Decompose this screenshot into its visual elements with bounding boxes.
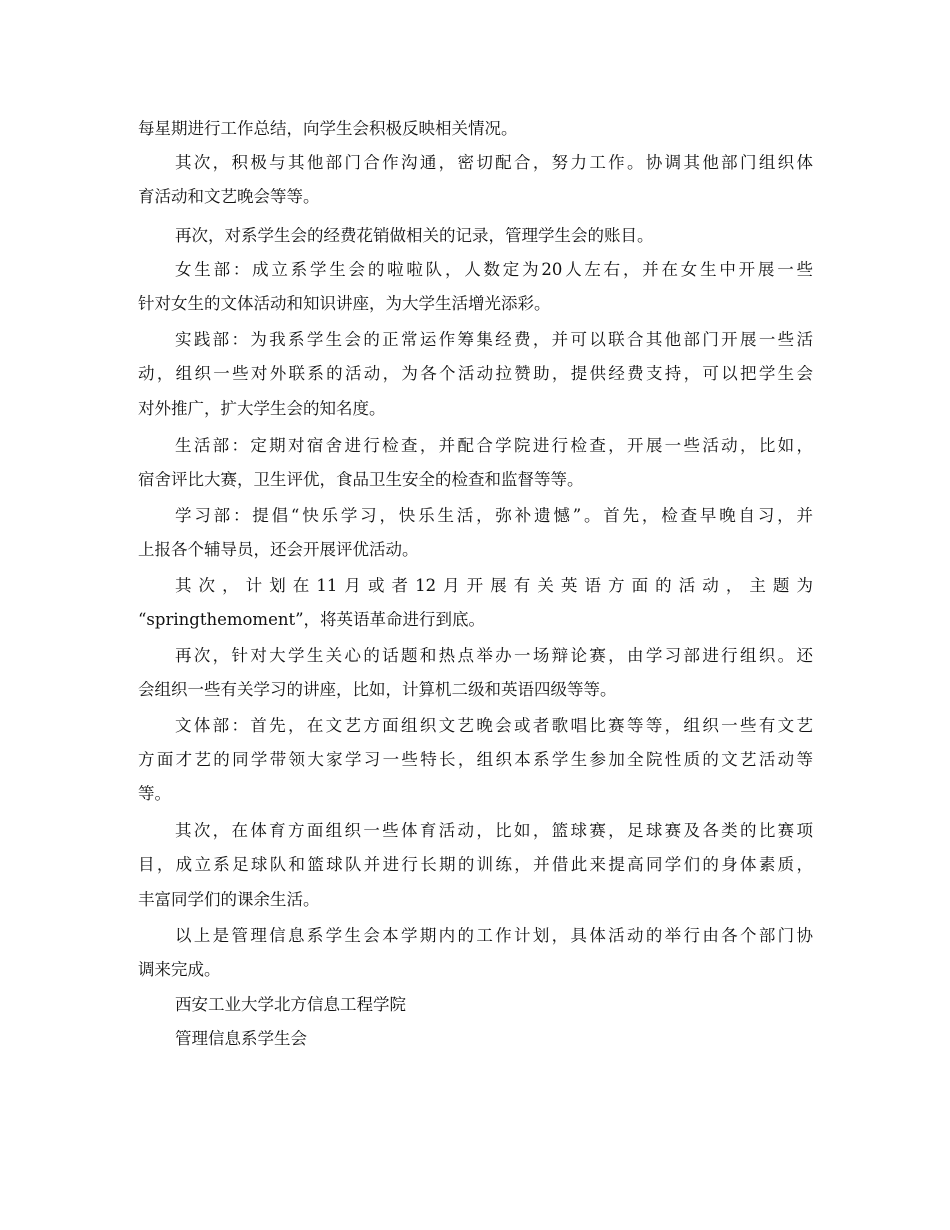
text-line: 文体部：首先，在文艺方面组织文艺晚会或者歌唱比赛等等，组织一些有文艺 (175, 716, 813, 735)
signature-department: 管理信息系学生会 (175, 1029, 307, 1048)
text-line: 女生部：成立系学生会的啦啦队，人数定为20人左右，并在女生中开展一些 (175, 260, 813, 279)
text-line: 其次，在体育方面组织一些体育活动，比如，篮球赛，足球赛及各类的比赛项 (175, 821, 813, 840)
text-line: 每星期进行工作总结，向学生会积极反映相关情况。 (138, 119, 518, 138)
text-line: 上报各个辅导员，还会开展评优活动。 (138, 540, 419, 559)
text-line: 以上是管理信息系学生会本学期内的工作计划，具体活动的举行由各个部门协 (175, 926, 813, 945)
text-line: 宿舍评比大赛，卫生评优，食品卫生安全的检查和监督等等。 (138, 470, 584, 489)
text-line: 再次，针对大学生关心的话题和热点举办一场辩论赛，由学习部进行组织。还 (175, 646, 813, 665)
text-line: 对外推广，扩大学生会的知名度。 (138, 399, 386, 418)
text-line: 其次，计划在11月或者12月开展有关英语方面的活动，主题为 (175, 576, 813, 595)
text-line: 方面才艺的同学带领大家学习一些特长，组织本系学生参加全院性质的文艺活动等 (138, 750, 813, 769)
text-line: 动，组织一些对外联系的活动，为各个活动拉赞助，提供经费支持，可以把学生会 (138, 364, 813, 383)
text-line: 会组织一些有关学习的讲座，比如，计算机二级和英语四级等等。 (138, 680, 617, 699)
text-line: 再次，对系学生会的经费花销做相关的记录，管理学生会的账目。 (175, 226, 654, 245)
text-line: 目，成立系足球队和篮球队并进行长期的训练，并借此来提高同学们的身体素质， (138, 855, 813, 874)
text-line: 其次，积极与其他部门合作沟通，密切配合，努力工作。协调其他部门组织体 (175, 153, 813, 172)
text-line: “springthemoment”，将英语革命进行到底。 (138, 610, 486, 629)
text-line: 生活部：定期对宿舍进行检查，并配合学院进行检查，开展一些活动，比如， (175, 436, 813, 455)
signature-institution: 西安工业大学北方信息工程学院 (175, 995, 406, 1014)
text-line: 调来完成。 (138, 960, 221, 979)
text-line: 实践部：为我系学生会的正常运作筹集经费，并可以联合其他部门开展一些活 (175, 330, 813, 349)
text-line: 等。 (138, 784, 171, 803)
text-line: 育活动和文艺晚会等等。 (138, 187, 320, 206)
text-line: 丰富同学们的课余生活。 (138, 890, 320, 909)
text-line: 学习部：提倡“快乐学习，快乐生活，弥补遗憾”。首先，检查早晚自习，并 (175, 506, 813, 525)
text-line: 针对女生的文体活动和知识讲座，为大学生活增光添彩。 (138, 294, 551, 313)
